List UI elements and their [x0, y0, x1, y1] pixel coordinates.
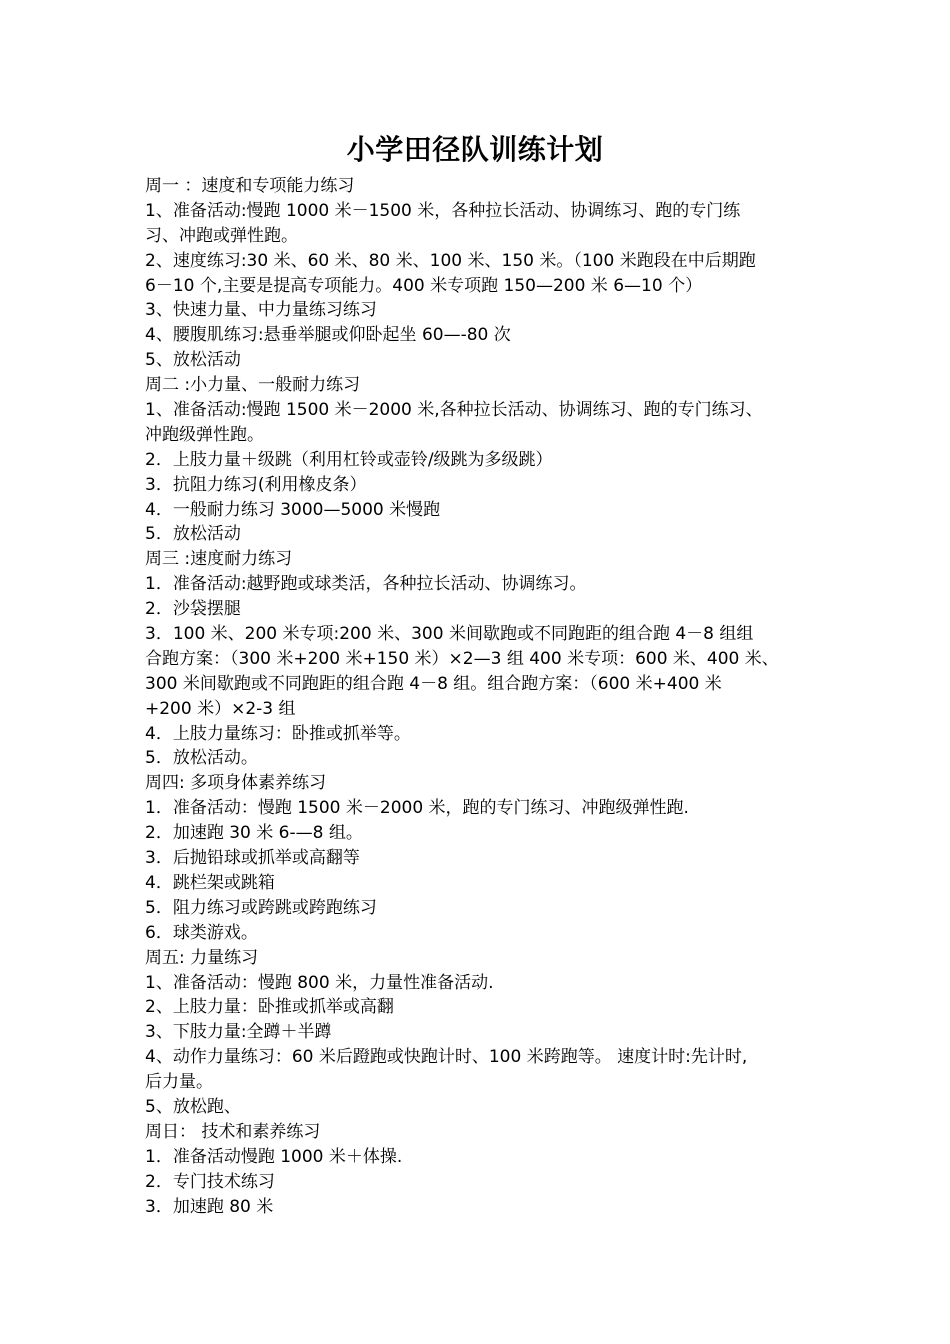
text-line: 4、腰腹肌练习:悬垂举腿或仰卧起坐 60—-80 次 [145, 325, 511, 346]
text-line: 合跑方案：（300 米+200 米+150 米）×2—3 组 400 米专项：600 米、400 米、 [145, 648, 779, 669]
text-line: 3．100 米、200 米专项:200 米、300 米间歇跑或不同跑距的组合跑 4－8 组组 [145, 624, 754, 645]
text-line: 3、快速力量、中力量练习练习 [145, 300, 377, 321]
text-line: 后力量。 [145, 1072, 213, 1093]
text-line: 1、准备活动:慢跑 1500 米－2000 米,各种拉长活动、协调练习、跑的专门练习、 [145, 400, 763, 421]
text-line: 5．阻力练习或跨跳或跨跑练习 [145, 897, 377, 918]
text-line: 3．抗阻力练习(利用橡皮条） [145, 474, 367, 495]
text-line: 3．加速跑 80 米 [145, 1196, 274, 1217]
text-line: 1．准备活动：慢跑 1500 米－2000 米，跑的专门练习、冲跑级弹性跑. [145, 798, 689, 819]
text-line: 2．专门技术练习 [145, 1171, 275, 1192]
text-line: 1、准备活动：慢跑 800 米，力量性准备活动. [145, 972, 494, 993]
text-line: 5、放松跑、 [145, 1096, 241, 1117]
text-line: 2．沙袋摆腿 [145, 599, 241, 620]
text-line: 300 米间歇跑或不同跑距的组合跑 4－8 组。组合跑方案：（600 米+400 米 [145, 673, 722, 694]
text-line: 周三 :速度耐力练习 [145, 549, 293, 570]
document-body [145, 174, 817, 1219]
text-line: 1．准备活动:越野跑或球类活，各种拉长活动、协调练习。 [145, 574, 587, 595]
text-line: 5、放松活动 [145, 350, 241, 371]
text-line: 3、下肢力量:全蹲＋半蹲 [145, 1022, 332, 1043]
text-line: 2、速度练习:30 米、60 米、80 米、100 米、150 米。（100 米跑段在中后期跑 [145, 250, 756, 271]
text-line: 2、上肢力量：卧推或抓举或高翻 [145, 997, 394, 1018]
text-line: 周五: 力量练习 [145, 947, 259, 968]
text-line: 4．上肢力量练习：卧推或抓举等。 [145, 723, 411, 744]
text-line: 周一 ：速度和专项能力练习 [145, 176, 355, 196]
text-line: 6－10 个,主要是提高专项能力。400 米专项跑 150—200 米 6—10 个） [145, 275, 703, 296]
text-line: 4．一般耐力练习 3000—5000 米慢跑 [145, 499, 441, 520]
text-line: 1、准备活动:慢跑 1000 米－1500 米，各种拉长活动、协调练习、跑的专门练 [145, 200, 741, 221]
text-line: 冲跑级弹性跑。 [145, 424, 264, 445]
text-line: 1．准备活动慢跑 1000 米＋体操. [145, 1146, 403, 1167]
text-line: 周日： 技术和素养练习 [145, 1121, 321, 1142]
text-line: +200 米）×2-3 组 [145, 698, 296, 719]
text-line: 2．上肢力量＋级跳（利用杠铃或壶铃/级跳为多级跳） [145, 449, 553, 470]
text-line: 周四: 多项身体素养练习 [145, 773, 327, 794]
text-line: 习、冲跑或弹性跑。 [145, 225, 298, 246]
document-title: 小学田径队训练计划 [346, 133, 604, 166]
text-line: 3．后抛铅球或抓举或高翻等 [145, 848, 360, 869]
text-line: 4、动作力量练习：60 米后蹬跑或快跑计时、100 米跨跑等。 速度计时:先计时, [145, 1047, 748, 1068]
text-line: 6．球类游戏。 [145, 922, 258, 943]
text-line: 5．放松活动。 [145, 748, 258, 769]
text-line: 周二 :小力量、一般耐力练习 [145, 375, 361, 396]
text-line: 2．加速跑 30 米 6-—8 组。 [145, 823, 363, 844]
text-line: 4．跳栏架或跳箱 [145, 872, 275, 893]
text-line: 5．放松活动 [145, 524, 241, 545]
